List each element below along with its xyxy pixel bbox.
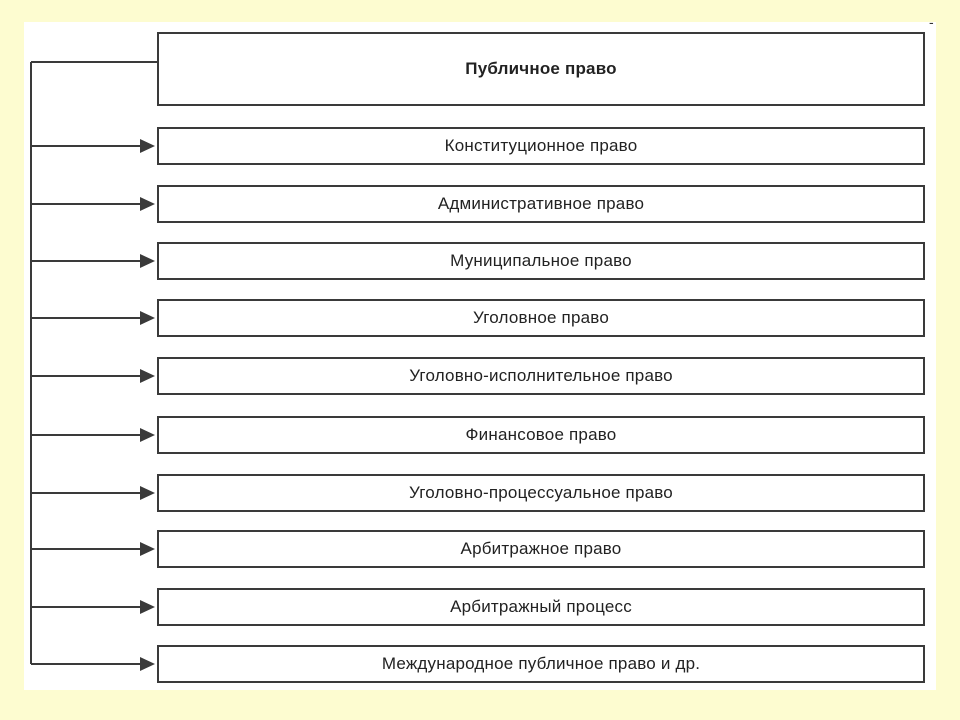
branch-label: Арбитражное право xyxy=(460,539,622,558)
branch-node xyxy=(157,357,925,395)
branch-label: Арбитражный процесс xyxy=(450,597,632,616)
root-label: Публичное право xyxy=(465,59,617,78)
branch-label: Административное право xyxy=(437,194,645,213)
branch-node xyxy=(157,185,925,223)
branch-label: Конституционное право xyxy=(444,136,638,155)
branch-label: Финансовое право xyxy=(465,425,617,444)
root-node xyxy=(157,32,925,106)
branch-node xyxy=(157,242,925,280)
arrowhead xyxy=(140,197,155,211)
branch-label: Уголовно-исполнительное право xyxy=(409,366,673,385)
branch-label: Международное публичное право и др. xyxy=(381,654,701,673)
arrowhead xyxy=(140,311,155,325)
corner-mark: - xyxy=(929,14,934,30)
branch-node xyxy=(157,416,925,454)
branch-label: Уголовно-процессуальное право xyxy=(409,483,673,502)
arrowhead xyxy=(140,486,155,500)
arrowhead xyxy=(140,254,155,268)
branch-label: Уголовное право xyxy=(473,308,609,327)
branch-node xyxy=(157,299,925,337)
arrowhead xyxy=(140,369,155,383)
arrowhead xyxy=(140,657,155,671)
branch-node xyxy=(157,530,925,568)
branch-node xyxy=(157,474,925,512)
arrowhead xyxy=(140,139,155,153)
branch-label: Муниципальное право xyxy=(450,251,632,270)
arrowhead xyxy=(140,542,155,556)
branch-node xyxy=(157,588,925,626)
arrowhead xyxy=(140,428,155,442)
branch-node xyxy=(157,645,925,683)
branch-node xyxy=(157,127,925,165)
arrowhead xyxy=(140,600,155,614)
